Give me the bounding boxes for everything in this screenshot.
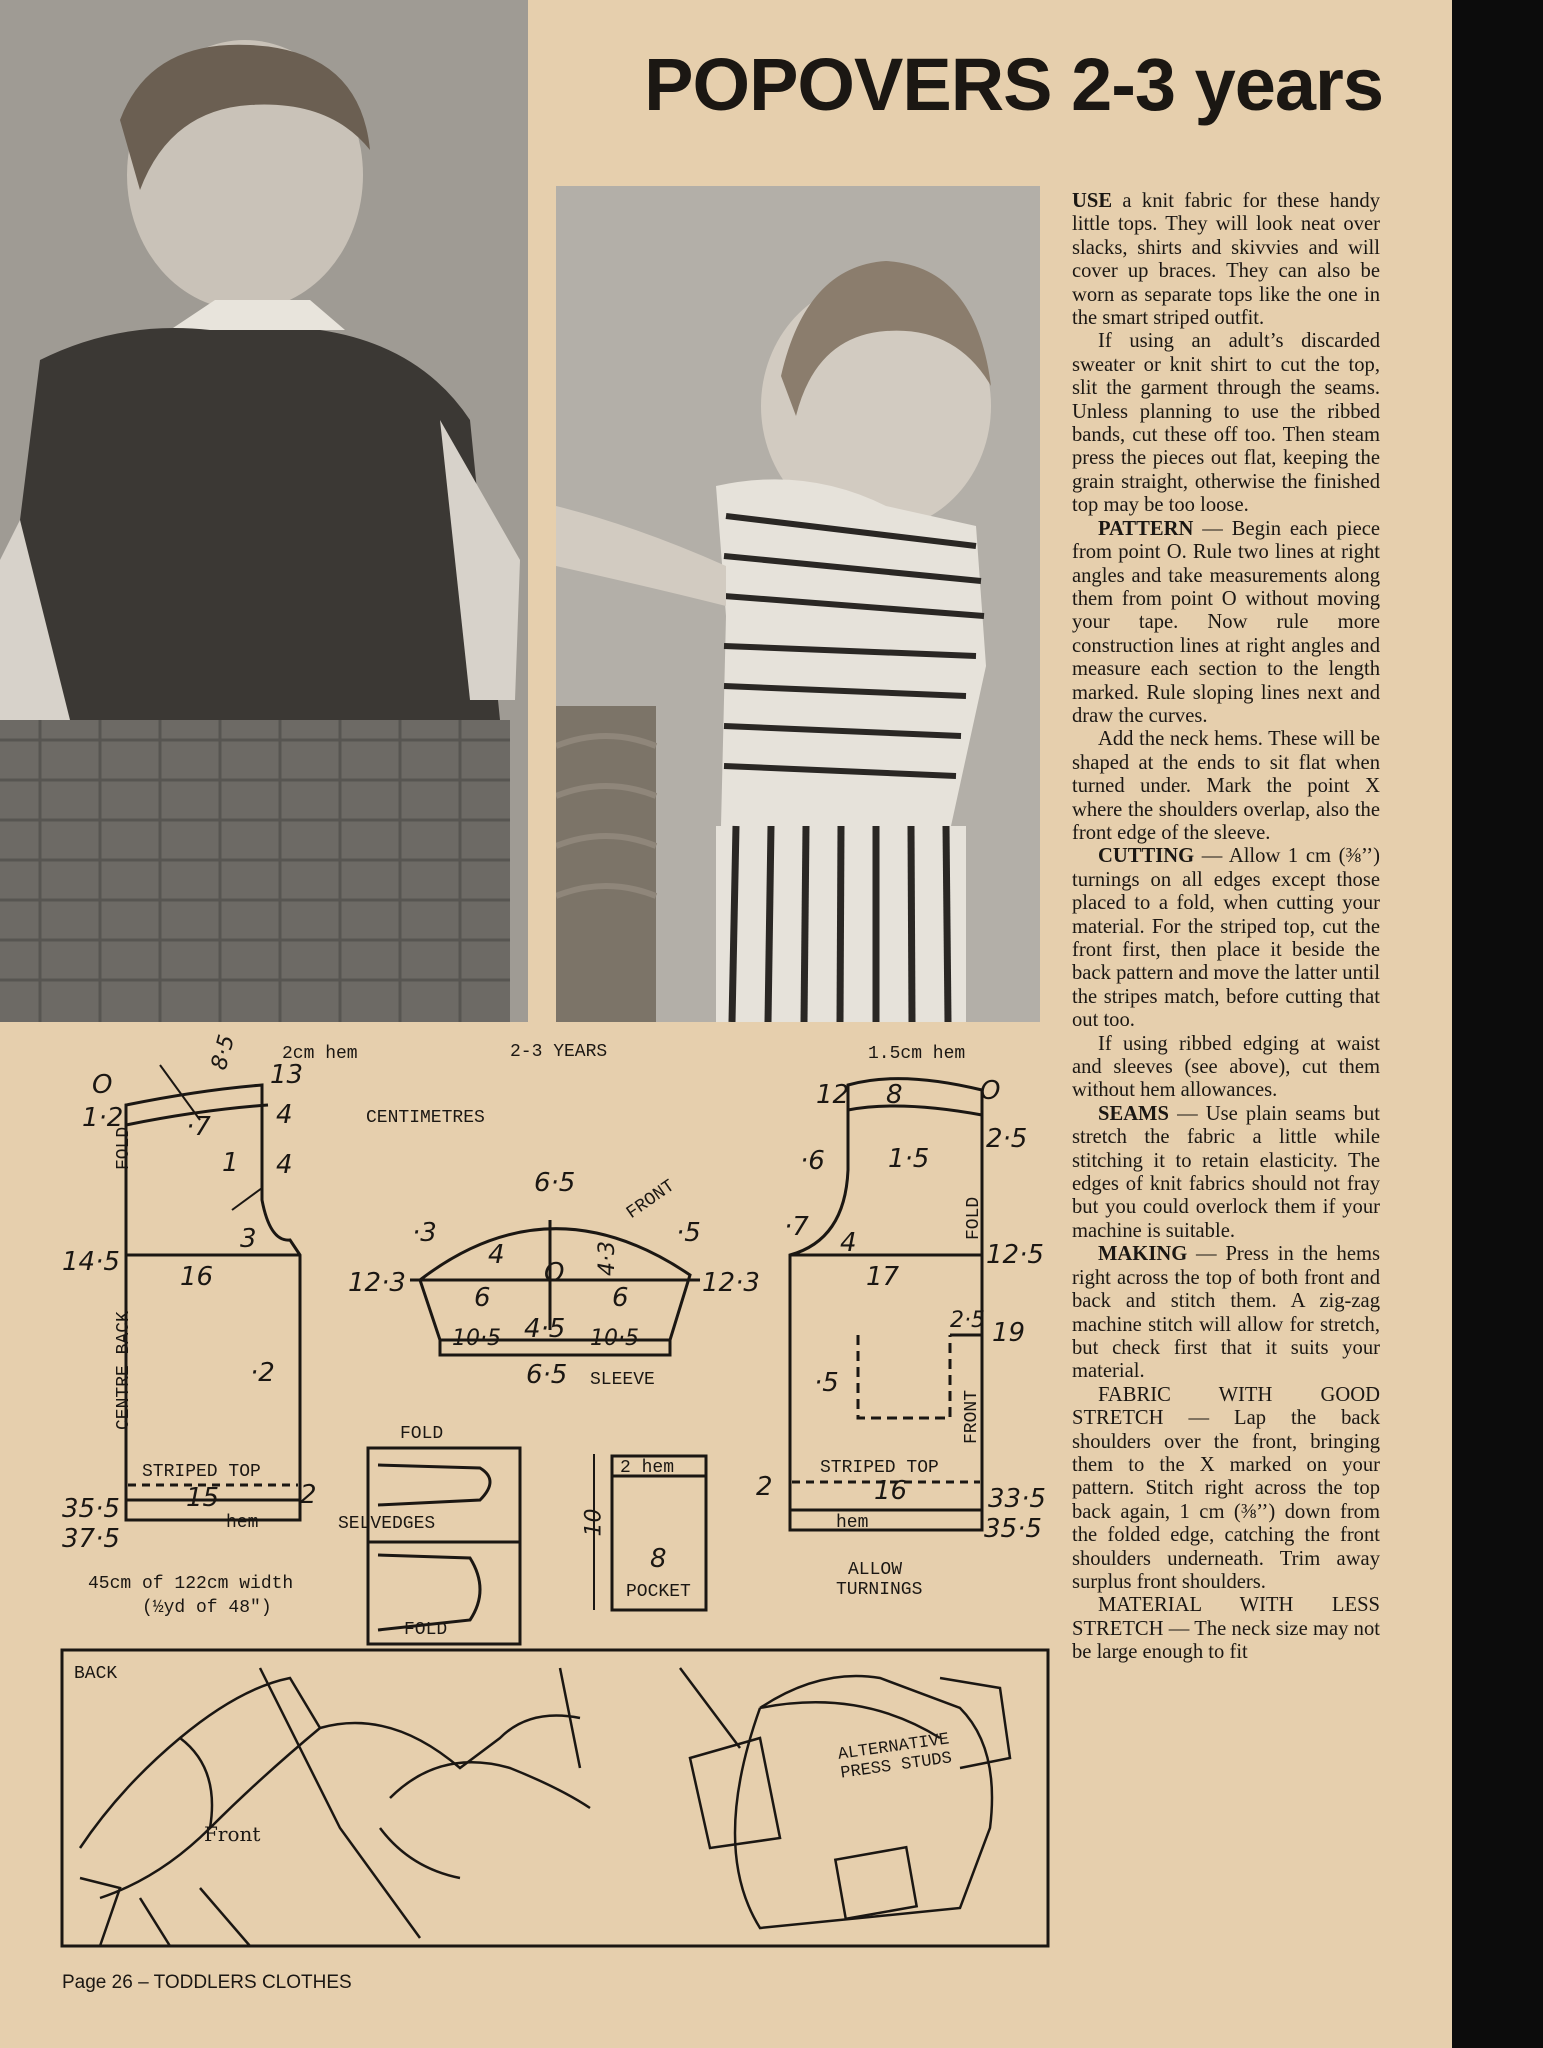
front-measure: 16 xyxy=(874,1476,908,1506)
front-measure: 1·5 xyxy=(888,1144,930,1174)
illustration-front-label: Front xyxy=(204,1822,261,1846)
article-paragraph: SEAMS — Use plain seams but stretch the fabric a little while stitching it to retain elasticity. The edges of knit fabrics should not fray but you could overlock them if your machine is suitable. xyxy=(1072,1102,1380,1242)
front-measure: 12·5 xyxy=(986,1240,1044,1270)
front-measure: 4 xyxy=(840,1228,857,1258)
pocket-label: POCKET xyxy=(626,1582,691,1602)
photo-girl-drawing xyxy=(556,186,1040,1022)
photo-boy-sweater xyxy=(0,0,528,1022)
article-paragraph: PATTERN — Begin each piece from point O. Rule two lines at right angles and take measurements along them from point O without moving your tape. Now rule more construction lines at right angles and measure each section to the length marked. Rule sloping lines next and draw the curves. xyxy=(1072,517,1380,727)
back-measure: 2 xyxy=(300,1480,317,1510)
units-label: CENTIMETRES xyxy=(366,1108,485,1128)
article-paragraph: CUTTING — Allow 1 cm (⅜’’) turnings on all edges except those placed to a fold, when cutting your material. For the striped top, cut the front first, then place it beside the back pattern and move the latter until the stripes match, before cutting that out too. xyxy=(1072,845,1380,1032)
back-point-o: O xyxy=(92,1070,113,1100)
allow-label: ALLOW xyxy=(848,1560,903,1580)
sewing-illustration xyxy=(60,1648,1050,1948)
turnings-label: TURNINGS xyxy=(836,1580,923,1600)
back-measure: 4 xyxy=(276,1100,293,1130)
front-measure: 8 xyxy=(886,1080,903,1110)
back-hem-bottom-label: hem xyxy=(226,1513,259,1533)
back-measure: 16 xyxy=(180,1262,214,1292)
back-measure: 1 xyxy=(222,1148,239,1178)
front-measure: 2·5 xyxy=(950,1308,985,1333)
article-paragraph: MAKING — Press in the hems right across the top of both front and back and stitch them. A zig-zag machine stitch will allow for stretch, but check first that it suits your material. xyxy=(1072,1243,1380,1383)
binding-edge xyxy=(1452,0,1543,2048)
back-measure: 14·5 xyxy=(62,1247,120,1277)
sleeve-measure: 4·3 xyxy=(595,1241,620,1276)
sleeve-label: SLEEVE xyxy=(590,1370,655,1390)
article-paragraph: MATERIAL WITH LESS STRETCH — The neck size may not be large enough to fit xyxy=(1072,1594,1380,1664)
sleeve-measure: 10·5 xyxy=(590,1326,639,1351)
layout-selvedges: SELVEDGES xyxy=(338,1514,436,1534)
front-measure: 17 xyxy=(866,1262,900,1292)
sleeve-point-o: O xyxy=(544,1258,565,1288)
pocket-measure: 10 xyxy=(581,1508,607,1537)
sleeve-measure: 12·3 xyxy=(702,1268,760,1298)
front-striped-top-label: STRIPED TOP xyxy=(820,1458,939,1478)
back-fold-label: FOLD xyxy=(114,1126,134,1170)
photo-girl-striped-top xyxy=(556,186,1040,1022)
layout-fold-bottom: FOLD xyxy=(404,1620,448,1640)
fabric-amount-label: 45cm of 122cm width xyxy=(88,1574,294,1594)
back-striped-top-label: STRIPED TOP xyxy=(142,1462,261,1482)
sleeve-measure: 6 xyxy=(474,1283,491,1313)
page-title: POPOVERS 2-3 years xyxy=(644,43,1383,126)
front-pocket-label: FRONT xyxy=(962,1389,982,1444)
sleeve-measure: 10·5 xyxy=(452,1326,501,1351)
article-body xyxy=(1072,190,1380,1665)
back-measure: 4 xyxy=(276,1150,293,1180)
front-measure: 19 xyxy=(992,1318,1026,1348)
front-fold-label: FOLD xyxy=(964,1196,984,1240)
back-measure: ·2 xyxy=(250,1358,275,1388)
back-measure: 3 xyxy=(240,1224,257,1254)
pocket-hem-label: 2 hem xyxy=(620,1458,675,1478)
front-measure: ·7 xyxy=(784,1212,809,1242)
front-measure: 2·5 xyxy=(986,1124,1028,1154)
front-measure: ·5 xyxy=(814,1368,839,1398)
sleeve-measure: ·3 xyxy=(412,1218,437,1248)
sleeve-measure: 4·5 xyxy=(524,1314,566,1344)
back-measure: 15 xyxy=(186,1483,220,1513)
back-measure: 1·2 xyxy=(82,1103,124,1133)
front-measure: 12 xyxy=(816,1080,850,1110)
size-label: 2-3 YEARS xyxy=(510,1042,608,1062)
layout-fold-top: FOLD xyxy=(400,1424,444,1444)
front-measure: 2 xyxy=(756,1472,773,1502)
illustration-studs-label: ALTERNATIVE PRESS STUDS xyxy=(836,1730,954,1784)
back-measure: 13 xyxy=(270,1060,304,1090)
back-measure: 35·5 xyxy=(62,1494,120,1524)
front-measure: 33·5 xyxy=(988,1484,1046,1514)
fabric-amount-imperial: (½yd of 48") xyxy=(142,1598,272,1618)
page-footer: Page 26 – TODDLERS CLOTHES xyxy=(62,1972,352,1993)
back-measure: 8·5 xyxy=(206,1032,241,1073)
back-measure: ·7 xyxy=(186,1112,211,1142)
centre-back-label: CENTRE BACK xyxy=(114,1311,134,1430)
photo-boy-drawing xyxy=(0,0,528,1022)
article-paragraph: FABRIC WITH GOOD STRETCH — Lap the back shoulders over the front, bringing them to the X marked on your pattern. Stitch right across the top back again, 1 cm (⅜’’) down from the folded edge, catching the front shoulders underneath. Trim away surplus front shoulders. xyxy=(1072,1383,1380,1593)
article-paragraph: USE a knit fabric for these handy little tops. They will look neat over slacks, shirts and skivvies and will cover up braces. They can also be worn as separate tops like the one in the smart striped outfit. xyxy=(1072,190,1380,330)
pocket-measure: 8 xyxy=(650,1544,667,1574)
front-hem-label: 1.5cm hem xyxy=(868,1044,966,1064)
illustration-back-label: BACK xyxy=(74,1664,118,1684)
sleeve-front-label: FRONT xyxy=(623,1176,679,1224)
sleeve-measure: 12·3 xyxy=(348,1268,406,1298)
sleeve-measure: 4 xyxy=(488,1240,505,1270)
front-point-o: O xyxy=(980,1076,1001,1106)
article-paragraph: If using an adult’s discarded sweater or knit shirt to cut the top, slit the garment through the seams. Unless planning to use the ribbed bands, cut these off too. Then steam press the pieces out flat, keeping the grain straight, otherwise the finished top may be too loose. xyxy=(1072,330,1380,517)
article-paragraph: Add the neck hems. These will be shaped at the ends to sit flat when turned under. Mark the point X where the shoulders overlap, also the front edge of the sleeve. xyxy=(1072,728,1380,844)
back-hem-label: 2cm hem xyxy=(282,1044,358,1064)
sleeve-measure: 6·5 xyxy=(526,1360,568,1390)
sleeve-measure: 6·5 xyxy=(534,1168,576,1198)
front-hem-bottom-label: hem xyxy=(836,1513,869,1533)
front-measure: ·6 xyxy=(800,1146,825,1176)
front-measure: 35·5 xyxy=(984,1514,1042,1544)
sleeve-measure: 6 xyxy=(612,1283,629,1313)
article-paragraph: If using ribbed edging at waist and sleeves (see above), cut them without hem allowances. xyxy=(1072,1032,1380,1102)
back-measure: 37·5 xyxy=(62,1524,120,1554)
sleeve-measure: ·5 xyxy=(676,1218,701,1248)
